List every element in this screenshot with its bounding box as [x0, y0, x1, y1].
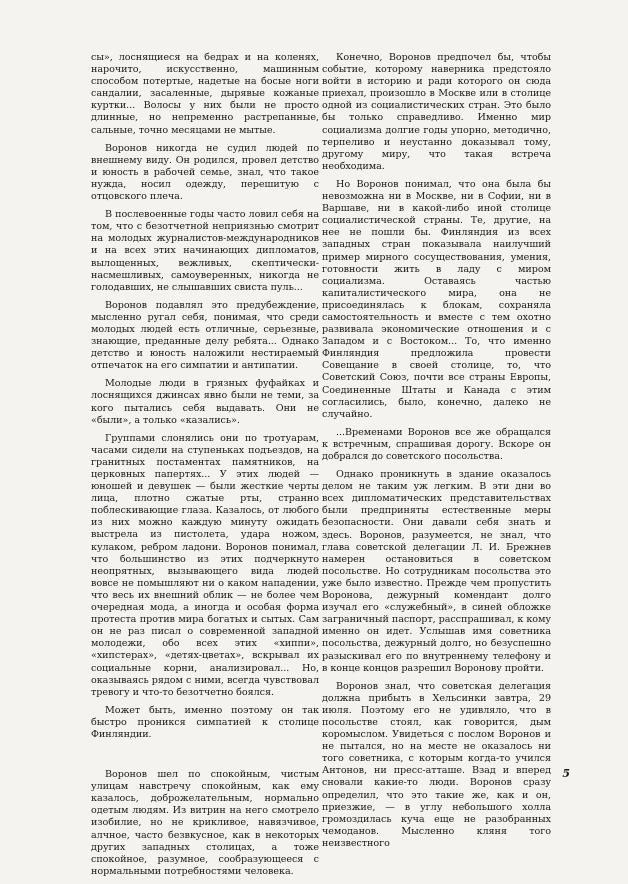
- page-number: 5: [562, 767, 570, 780]
- paragraph: ...Временами Воронов все же обращался к встречным, спрашивая дорогу. Вскоре он добрался до советского посольства.: [322, 426, 551, 462]
- paragraph: Воронов никогда не судил людей по внешнему виду. Он родился, провел детство и юность в рабочей семье, знал, что такое нужда, носил одежду, перешитую с отцовского плеча.: [91, 142, 319, 203]
- paragraph: Группами слонялись они по тротуарам, часами сидели на ступеньках подъездов, на гранитных постаментах памятников, на церковных папертях... У этих людей — юношей и девушек — были жесткие черты лица, плотно сжатые рты, странно поблескивающие глаза. Казалось, от любого из них можно каждую минуту ожидать выстрела из пистолета, удара ножом, кулаком, ребром ладони. Воронов понимал, что большинство из этих подчеркнуто неопрятных, вызывающего вида людей вовсе не помышляют ни о каком нападении, что весь их внешний облик — не более чем очередная мода, а иногда и особая форма протеста против мира богатых и сытых. Сам он не раз писал о современной западной молодежи, обо всех этих «хиппи», «хипстерах», «детях-цветах», вскрывал их социальные корни, анализировал... Но, оказываясь рядом с ними, всегда чувствовал тревогу и что-то безотчетно боялся.: [91, 432, 319, 698]
- left-column: [91, 52, 319, 884]
- paragraph: Но Воронов понимал, что она была бы невозможна ни в Москве, ни в Софии, ни в Варшаве, ни в какой-либо иной столице социалистической страны. Те, другие, на нее не пошли бы. Финляндия из всех западных стран показывала наилучший пример мирного сосуществования, умения, готовности жить в ладу с миром социализма. Оставаясь частью капиталистического мира, она не присоединялась к блокам, сохраняла самостоятельность и вместе с тем охотно развивала экономические отношения и с Западом и с Востоком... То, что именно Финляндия предложила провести Совещание в своей столице, то, что Советский Союз, почти все страны Европы, Соединенные Штаты и Канада с этим согласились, было, конечно, далеко не случайно.: [322, 178, 551, 420]
- paragraph: Воронов подавлял это предубеждение, мысленно ругал себя, понимая, что среди молодых людей есть отличные, серьезные, знающие, преданные делу ребята... Однако детство и юность наложили нестираемый отпечаток на его симпатии и антипатии.: [91, 299, 319, 372]
- paragraph: Может быть, именно поэтому он так быстро проникся симпатией к столице Финляндии.: [91, 704, 319, 740]
- paragraph: Молодые люди в грязных фуфайках и лоснящихся джинсах явно были не теми, за кого пытались себя выдавать. Они не «были», а только «казались».: [91, 378, 319, 426]
- paragraph: В послевоенные годы часто ловил себя на том, что с безотчетной неприязнью смотрит на молодых журналистов-международников и на всех этих начинающих дипломатов, вылощенных, вежливых, скептически-насмешливых, самоуверенных, никогда не голодавших, не слышавших свиста пуль...: [91, 209, 319, 293]
- paragraph: сы», лоснящиеся на бедрах и на коленях, нарочито, искусственно, машинным способом потертые, надетые на босые ноги сандалии, засаленные, дырявые кожаные куртки... Волосы у них были не просто длинные, но непременно растрепанные, сальные, точно месяцами не мытые.: [91, 52, 319, 136]
- paragraph: Однако проникнуть в здание оказалось делом не таким уж легким. В эти дни во всех дипломатических представительствах были предприняты естественные меры безопасности. Они давали себя знать и здесь. Воронов, разумеется, не знал, что глава советской делегации Л. И. Брежнев намерен остановиться в советском посольстве. Но сотрудникам посольства это уже было известно. Прежде чем пропустить Воронова, дежурный комендант долго изучал его «служебный», в синей обложке заграничный паспорт, расспрашивал, к кому именно он идет. Услышав имя советника посольства, дежурный долго, но безуспешно разыскивал его по внутреннему телефону и в конце концов разрешил Воронову пройти.: [322, 469, 552, 674]
- paragraph: Воронов знал, что советская делегация должна прибыть в Хельсинки завтра, 29 июля. Поэтому его не удивляло, что в посольстве стоял, как говорится, дым коромыслом. Увидеться с послом Воронов и не пытался, но на месте не оказалось ни того советника, с которым когда-то учился Антонов, ни пресс-атташе. Взад и вперед сновали какие-то люди. Воронов сразу определил, что это такие же, как и он, приезжие, — в углу небольшого холла громоздилась куча еще не разобранных чемоданов. Мысленно кляня того неизвестного: [322, 680, 551, 849]
- right-column: [322, 52, 551, 856]
- paragraph: Конечно, Воронов предпочел бы, чтобы событие, которому наверника предстояло войти в историю и ради которого он сюда приехал, произошло в Москве или в столице одной из социалистических стран. Это было бы только справедливо. Именно мир социализма долгие годы упорно, методично, терпеливо и неустанно доказывал тому, другому миру, что такая встреча необходима.: [322, 52, 551, 172]
- section-break: [91, 747, 319, 769]
- paragraph: Воронов шел по спокойным, чистым улицам навстречу спокойным, как ему казалось, доброжелательным, нормально одетым людям. Из витрин на него смотрело изобилие, но не крикливое, навязчивое, алчное, часто безвкусное, как в некоторых других западных столицах, а тоже спокойное, разумное, сообразующееся с нормальными потребностями человека.: [91, 769, 319, 877]
